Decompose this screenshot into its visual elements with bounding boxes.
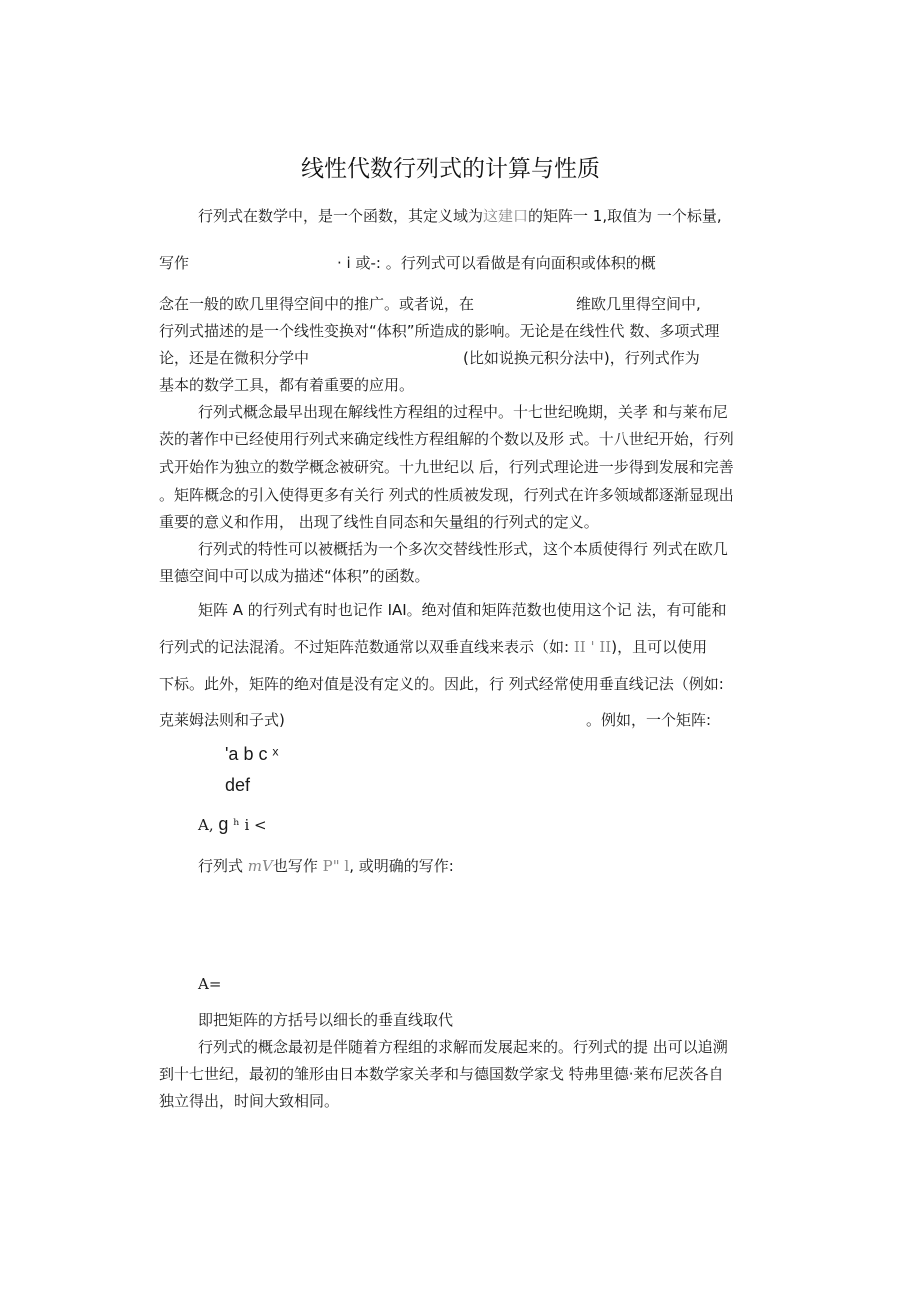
para2-line4: 。矩阵概念的引入使得更多有关行 列式的性质被发现，行列式在许多领域都逐渐显现出 [159, 486, 734, 504]
para1-line5a: 论，还是在微积分学中 [159, 349, 310, 367]
norm-notation: II ' II [573, 638, 612, 656]
a-equals: A= [198, 975, 222, 993]
para4-line1: 矩阵 A 的行列式有时也记作 IAI。绝对值和矩阵范数也使用这个记 法，有可能和 [198, 601, 727, 619]
matrix-row1: 'a b c ˣ [225, 744, 279, 764]
para5-line3: 独立得出，时间大致相同。 [159, 1092, 340, 1110]
page-title: 线性代数行列式的计算与性质 [301, 156, 600, 182]
para4-line4b: 。例如，一个矩阵: [586, 711, 712, 729]
det-notation: P" l [322, 857, 350, 875]
det-symbol: mV [247, 857, 273, 875]
para1-line1: 行列式在数学中，是一个函数，其定义域为这建口的矩阵一 1,取值为 一个标量, [198, 207, 722, 225]
matrix-row3: A, g ʰ i < [198, 814, 267, 834]
para1-line6: 基本的数学工具，都有着重要的应用。 [159, 376, 415, 394]
para5-line1: 行列式的概念最初是伴随着方程组的求解而发展起来的。行列式的提 出可以追溯 [198, 1038, 728, 1056]
matrix-row2: def [225, 775, 251, 795]
para2-line3: 式开始作为独立的数学概念被研究。十九世纪以 后，行列式理论进一步得到发展和完善 [159, 458, 734, 476]
para3-line2: 里德空间中可以成为描述“体积”的函数。 [159, 567, 430, 585]
para2-line1: 行列式概念最早出现在解线性方程组的过程中。十七世纪晚期，关孝 和与莱布尼 [198, 403, 728, 421]
para1-line4: 行列式描述的是一个线性变换对“体积”所造成的影响。无论是在线性代 数、多项式理 [159, 322, 720, 340]
para1-line3b: 维欧几里得空间中, [576, 295, 701, 313]
para5-line2: 到十七世纪，最初的雏形由日本数学家关孝和与德国数学家戈 特弗里德·莱布尼茨各自 [159, 1065, 724, 1083]
para2-line5: 重要的意义和作用， 出现了线性自同态和矢量组的行列式的定义。 [159, 513, 599, 531]
para2-line2: 茨的著作中已经使用行列式来确定线性方程组解的个数以及形 式。十八世纪开始，行列 [159, 430, 734, 448]
determinant-line: 行列式 mV也写作 P" l, 或明确的写作: [198, 857, 454, 875]
para3-line1: 行列式的特性可以被概括为一个多次交替线性形式，这个本质使得行 列式在欧几 [198, 540, 728, 558]
para1-line2a: 写作 [159, 254, 190, 272]
note-line: 即把矩阵的方括号以细长的垂直线取代 [198, 1011, 454, 1029]
para1-line2b: · i 或-: 。行列式可以看做是有向面积或体积的概 [337, 254, 656, 272]
para1-line3a: 念在一般的欧几里得空间中的推广。或者说，在 [159, 295, 475, 313]
domain-text: 这建口 [483, 207, 529, 225]
para4-line2: 行列式的记法混淆。不过矩阵范数通常以双垂直线来表示（如: II ' II)，且可以使用 [159, 638, 708, 656]
para4-line3: 下标。此外，矩阵的绝对值是没有定义的。因此，行 列式经常使用垂直线记法（例如: [159, 675, 724, 693]
para4-line4a: 克莱姆法则和子式) [159, 711, 285, 729]
para1-line5b: (比如说换元积分法中)，行列式作为 [463, 349, 700, 367]
